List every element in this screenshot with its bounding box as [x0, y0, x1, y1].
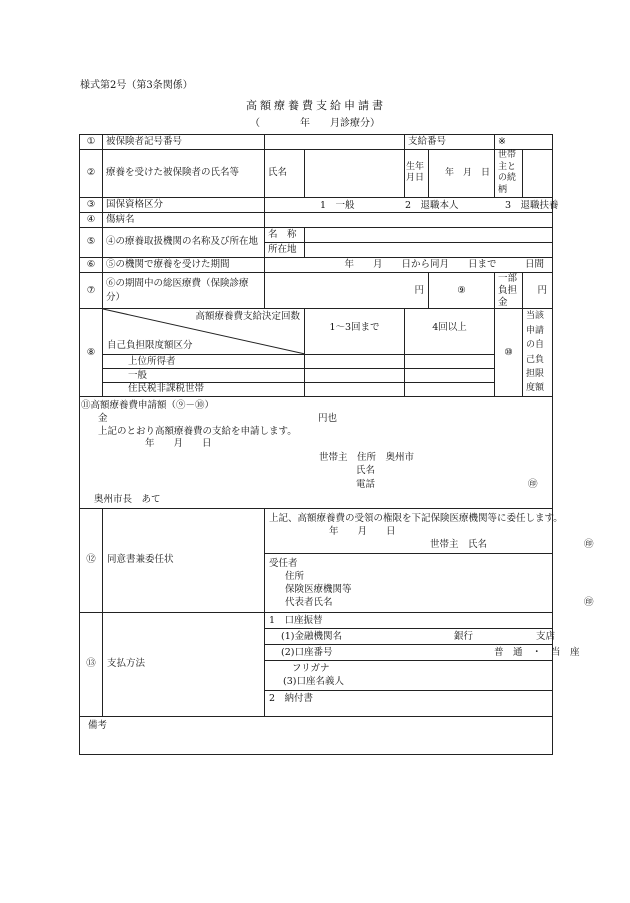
birth-label: 生年月日 [405, 150, 429, 198]
row12-num: ⑫ [80, 508, 103, 612]
col-1-3-times: 1～3回まで [305, 309, 405, 355]
payment-number-label: 支給番号 [405, 135, 495, 150]
category-general: 一般 [103, 369, 305, 383]
applicant-seal: ㊞ [528, 478, 538, 490]
name-label: 氏名 [265, 150, 305, 198]
bank-transfer-option[interactable] [265, 613, 552, 629]
official-use-mark: ※ [498, 136, 506, 148]
section11-title: ⑪高額療養費申請額（⑨－⑩） [81, 399, 215, 411]
row13-label: 支払方法 [103, 612, 265, 716]
kin-label: 金 [98, 412, 108, 424]
row1-label: 被保険者記号番号 [103, 135, 265, 150]
birth-date-field[interactable]: 年 月 日 [429, 150, 495, 198]
remarks-section[interactable] [80, 716, 553, 754]
row8-num: ⑧ [80, 309, 103, 396]
applicant-name[interactable]: 氏名 [356, 464, 376, 476]
institution-address-field[interactable] [305, 242, 553, 257]
upper-1-3-cell[interactable] [305, 355, 405, 369]
delegation-section [265, 508, 594, 612]
recipient-mayor: 奥州市長 あて [94, 493, 161, 505]
apply-statement: 上記のとおり高額療養費の支給を申請します。 [98, 425, 297, 437]
account-type[interactable]: 普 通 ・ 当 座 [494, 646, 580, 658]
row13-num: ⑬ [80, 612, 103, 716]
option-general[interactable]: 1 一般 [320, 199, 355, 211]
delegation-seal: ㊞ [584, 538, 594, 550]
taxexempt-4plus-cell[interactable] [405, 382, 495, 396]
delegation-head-name[interactable]: 世帯主 氏名 [430, 538, 488, 550]
treatment-period-field[interactable]: 年 月 日から同月 日まで 日間 [265, 257, 553, 272]
bank-name-label: (1)金融機関名 [281, 630, 342, 642]
remarks-label: 備考 [88, 719, 108, 731]
form-id: 様式第2号（第3条関係） [80, 80, 193, 91]
delegation-date[interactable]: 年 月 日 [329, 525, 396, 537]
apply-date[interactable]: 年 月 日 [145, 437, 212, 449]
agent-institution[interactable]: 保険医療機関等 [285, 583, 352, 595]
branch-suffix: 支店 [536, 630, 556, 642]
total-cost-field[interactable]: 円 [265, 272, 429, 309]
row2-num: ② [80, 150, 103, 198]
option-retired-dependent[interactable]: 3 退職扶養 [505, 199, 559, 211]
row12-label: 同意書兼委任状 [103, 508, 265, 612]
row4-num: ④ [80, 212, 103, 227]
page-title: 高額療養費支給申請書 [246, 99, 386, 112]
category-tax-exempt: 住民税非課税世帯 [103, 382, 305, 396]
copay-field[interactable]: 円 [523, 272, 553, 309]
page-subtitle: （ 年 月診療分） [250, 118, 380, 129]
applicant-address[interactable]: 世帯主 住所 奥州市 [319, 451, 415, 463]
row5-num: ⑤ [80, 227, 103, 257]
option-retired-self[interactable]: 2 退職本人 [405, 199, 459, 211]
row6-label: ⑤の機関で療養を受けた期間 [103, 257, 265, 272]
bank-transfer-label: 1 口座振替 [269, 614, 323, 626]
row3-num: ③ [80, 197, 103, 212]
eligibility-options[interactable] [265, 197, 559, 212]
row6-num: ⑥ [80, 257, 103, 272]
agent-info [265, 554, 594, 612]
disease-name-field[interactable] [265, 212, 553, 227]
payment-number-field[interactable] [495, 135, 553, 150]
limit-label: 当該申請の自己負担限度額 [523, 309, 553, 396]
row1-num: ① [80, 135, 103, 150]
bank-name-row[interactable] [265, 629, 556, 645]
copay-label: 一部負担金 [495, 272, 523, 309]
general-1-3-cell[interactable] [305, 369, 405, 383]
row3-label: 国保資格区分 [103, 197, 265, 212]
limit-category-header [103, 309, 305, 355]
delegation-consent [265, 509, 594, 554]
application-amount-section [80, 396, 553, 508]
row7-label: ⑥の期間中の総医療費（保険診療分） [103, 272, 265, 309]
upper-4plus-cell[interactable] [405, 355, 495, 369]
account-holder-label: (3)口座名義人 [283, 675, 344, 687]
institution-name-field[interactable] [305, 227, 553, 242]
row10-num: ⑩ [495, 309, 523, 396]
enya-label: 円也 [318, 412, 338, 424]
account-number-row[interactable] [265, 645, 580, 661]
row7-num: ⑦ [80, 272, 103, 309]
application-form-table [79, 134, 594, 755]
institution-name-label: 名 称 [265, 227, 305, 242]
category-upper-income: 上位所得者 [103, 355, 305, 369]
row2-label: 療養を受けた被保険者の氏名等 [103, 150, 265, 198]
agent-representative[interactable]: 代表者氏名 [285, 596, 333, 608]
row4-label: 傷病名 [103, 212, 265, 227]
relation-field[interactable] [523, 150, 553, 198]
agent-label: 受任者 [269, 557, 298, 569]
payment-slip-option[interactable] [265, 691, 552, 706]
applicant-tel[interactable]: 電話 [356, 478, 376, 490]
agent-seal: ㊞ [584, 596, 594, 608]
taxexempt-1-3-cell[interactable] [305, 382, 405, 396]
payment-method-section [265, 612, 580, 716]
account-number-label: (2)口座番号 [281, 646, 333, 658]
header-limit-category: 自己負担限度額区分 [107, 339, 193, 351]
row9-num: ⑨ [429, 272, 495, 309]
furigana-label: フリガナ [292, 662, 330, 674]
relation-label: 世帯主との続柄 [495, 150, 523, 198]
name-field[interactable] [305, 150, 405, 198]
row5-label: ④の療養取扱機関の名称及び所在地 [103, 227, 265, 257]
payment-slip-label: 2 納付書 [269, 692, 314, 704]
general-4plus-cell[interactable] [405, 369, 495, 383]
account-holder-row[interactable] [265, 661, 552, 691]
col-4-plus-times: 4回以上 [405, 309, 495, 355]
delegation-statement: 上記、高額療養費の受領の権限を下記保険医療機関等に委任します。 [269, 512, 563, 524]
insured-number-field[interactable] [265, 135, 405, 150]
header-decision-count: 高額療養費支給決定回数 [195, 311, 300, 323]
bank-suffix: 銀行 [454, 630, 474, 642]
institution-address-label: 所在地 [265, 242, 305, 257]
agent-address[interactable]: 住所 [285, 570, 305, 582]
